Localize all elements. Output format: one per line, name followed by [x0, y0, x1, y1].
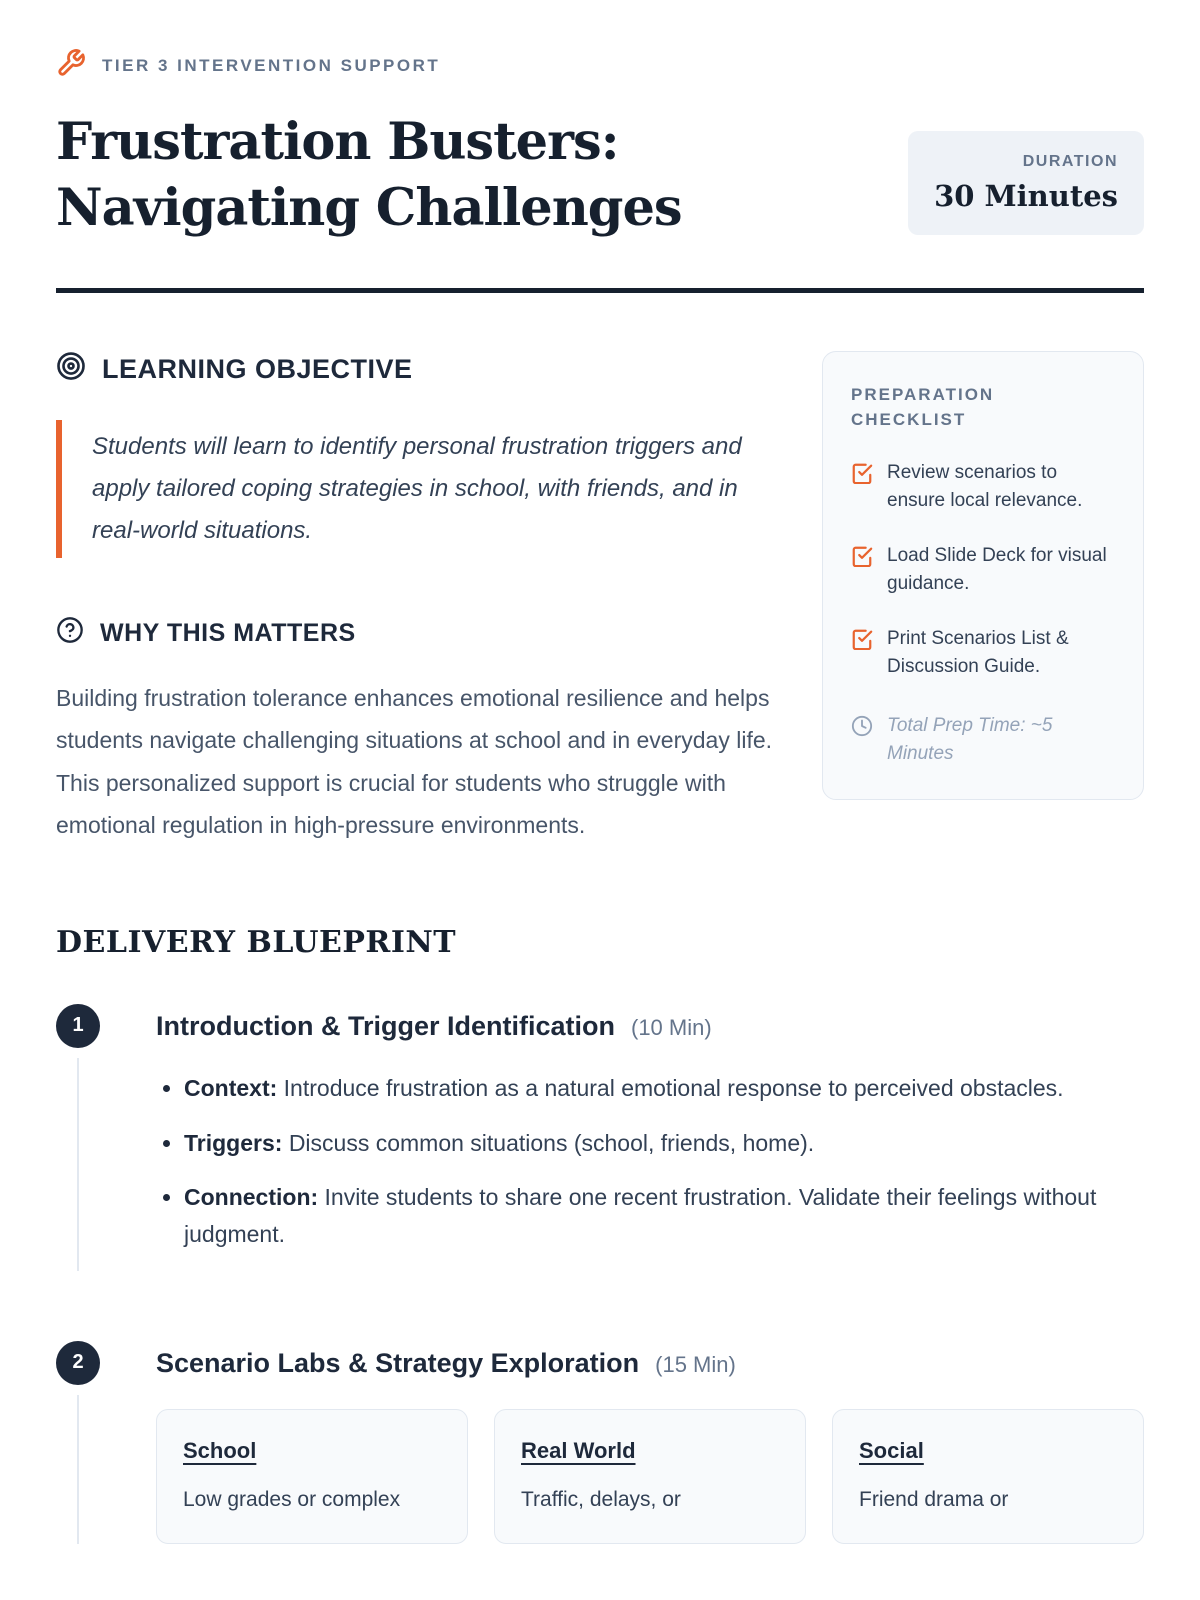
- checklist-item-text: Review scenarios to ensure local relevance.: [887, 461, 1083, 512]
- duration-card: [908, 131, 1144, 235]
- why-this-matters-body: Building frustration tolerance enhances emotional resilience and helps students navigate challenging situations at school and in everyday life. This personalized support is crucial for students who struggle with emotional regulation in high-pressure environments.: [56, 684, 773, 839]
- step-title-row: [156, 1341, 1144, 1379]
- prep-time-text: Total Prep Time: ~5 Minutes: [887, 714, 1053, 765]
- step-title-row: [156, 1004, 1144, 1042]
- wrench-icon: [56, 48, 86, 83]
- target-icon: [56, 351, 86, 388]
- step-title: Scenario Labs & Strategy Exploration: [156, 1347, 640, 1378]
- step-number-badge: 1: [56, 1004, 100, 1048]
- check-square-icon: [851, 542, 873, 599]
- step-body: [156, 1341, 1144, 1545]
- bullet-text: Invite students to share one recent frustration. Validate their feelings without judgment.: [184, 1184, 1097, 1248]
- scenario-card-title: School: [183, 1437, 257, 1463]
- scenario-card-school: [156, 1409, 468, 1545]
- preparation-checklist-heading: PREPARATION CHECKLIST: [851, 384, 995, 430]
- check-square-icon: [851, 625, 873, 682]
- bullet-text: Discuss common situations (school, friends, home).: [288, 1129, 815, 1156]
- timeline-connector: [77, 1058, 79, 1271]
- page-title: Frustration Busters: Navigating Challenges: [56, 112, 682, 239]
- step-bullet: [184, 1179, 1144, 1253]
- checklist-item-text: Print Scenarios List & Discussion Guide.: [887, 627, 1069, 678]
- scenario-card-title: Social: [859, 1437, 924, 1463]
- eyebrow-label: TIER 3 INTERVENTION SUPPORT: [102, 55, 441, 75]
- scenario-card-social: [832, 1409, 1144, 1545]
- check-square-icon: [851, 459, 873, 516]
- step-body: [156, 1004, 1144, 1271]
- timeline-connector: [77, 1395, 79, 1545]
- step-number-badge: 2: [56, 1341, 100, 1385]
- step-rail: [56, 1341, 100, 1545]
- checklist-item: [851, 542, 1115, 599]
- scenario-card-title: Real World: [521, 1437, 636, 1463]
- scenario-card-real-world: [494, 1409, 806, 1545]
- scenario-card-text: Low grades or complex: [183, 1487, 401, 1511]
- bullet-lead: Connection:: [184, 1184, 319, 1211]
- content-columns: [56, 351, 1144, 847]
- why-this-matters-label: WHY THIS MATTERS: [100, 618, 356, 647]
- eyebrow: [56, 48, 1144, 83]
- checklist-item-text: Load Slide Deck for visual guidance.: [887, 544, 1107, 595]
- step-duration: (10 Min): [631, 1014, 712, 1040]
- scenario-card-text: Friend drama or: [859, 1487, 1009, 1511]
- delivery-blueprint-section: [56, 925, 1144, 1545]
- title-row: [56, 109, 1144, 242]
- duration-value: 30 Minutes: [934, 179, 1118, 213]
- blueprint-step-1: [56, 1004, 1144, 1341]
- objective-quote: Students will learn to identify personal frustration triggers and apply tailored coping strategies in school, with friends, and in real-world situations.: [56, 420, 774, 558]
- step-rail: [56, 1004, 100, 1271]
- main-column: [56, 351, 774, 847]
- clock-icon: [851, 712, 873, 769]
- blueprint-step-2: [56, 1341, 1144, 1545]
- learning-objective-label: LEARNING OBJECTIVE: [102, 353, 413, 384]
- step-title: Introduction & Trigger Identification: [156, 1010, 615, 1041]
- step-bullet: [184, 1125, 1144, 1162]
- bullet-lead: Triggers:: [184, 1129, 283, 1156]
- step-bullet-list: [156, 1070, 1144, 1253]
- duration-label: DURATION: [1022, 153, 1118, 170]
- checklist-item: [851, 459, 1115, 516]
- learning-objective-heading: [56, 351, 774, 388]
- step-bullet: [184, 1070, 1144, 1107]
- step-duration: (15 Min): [655, 1351, 736, 1377]
- help-circle-icon: [56, 616, 84, 651]
- delivery-blueprint-heading: DELIVERY BLUEPRINT: [56, 924, 457, 960]
- why-this-matters-heading: [56, 616, 774, 651]
- sidebar: [822, 351, 1144, 847]
- scenario-card-text: Traffic, delays, or: [521, 1487, 681, 1511]
- bullet-text: Introduce frustration as a natural emotional response to perceived obstacles.: [283, 1074, 1064, 1101]
- scenario-cards: [156, 1409, 1144, 1545]
- prep-time: [851, 712, 1115, 769]
- bullet-lead: Context:: [184, 1074, 278, 1101]
- checklist-item: [851, 625, 1115, 682]
- preparation-checklist-card: [822, 351, 1144, 800]
- header-divider: [56, 288, 1144, 293]
